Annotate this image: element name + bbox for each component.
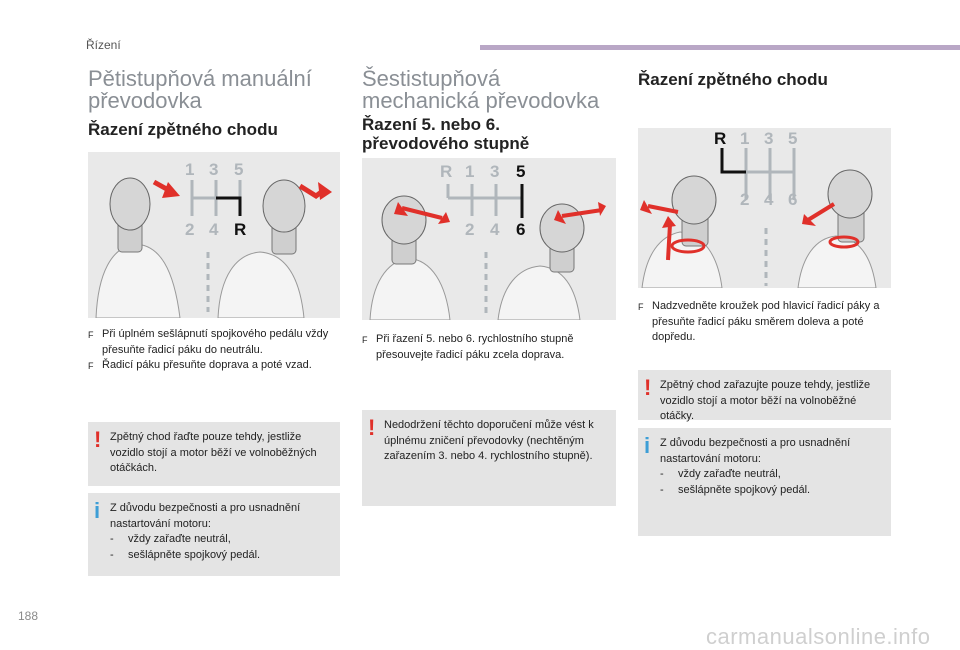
bullet-arrow-icon: F	[88, 361, 94, 371]
gear-label-4: 4	[209, 220, 219, 239]
col1-title-line1: Pětistupňová manuální	[88, 66, 312, 91]
bullet-item: F Při úplném sešlápnutí spojkového pedálu vždy přesuňte řadicí páku do neutrálu.	[88, 327, 340, 358]
gear-label-1: 1	[185, 160, 195, 179]
gear-label-3: 3	[490, 162, 500, 181]
warning-icon: !	[368, 415, 376, 440]
col3-info-intro: Z důvodu bezpečnosti a pro usnadnění nastartování motoru:	[660, 437, 851, 465]
bullet-arrow-icon: F	[362, 335, 368, 345]
col1-subtitle: Řazení zpětného chodu	[88, 120, 278, 139]
gear-label-r: R	[440, 162, 453, 181]
gear-label-5: 5	[516, 162, 526, 181]
gear-label-5: 5	[234, 160, 244, 179]
gear-label-2: 2	[465, 220, 475, 239]
col1-bullets	[88, 327, 340, 375]
col1-warning-note	[88, 422, 340, 486]
section-label: Řízení	[86, 38, 121, 52]
gear-label-r: R	[234, 220, 247, 239]
page-number: 188	[18, 609, 39, 623]
col3-warning-text: Zpětný chod zařazujte pouze tehdy, jestliže vozidlo stojí a motor běží na volnoběžné otáčky.	[660, 379, 871, 422]
info-icon: i	[644, 433, 651, 458]
gear-label-6: 6	[516, 220, 526, 239]
bullet-arrow-icon: F	[638, 302, 644, 312]
col1-info-note	[88, 493, 340, 576]
warning-icon: !	[94, 427, 102, 452]
bullet-arrow-icon: F	[88, 330, 94, 340]
col2-title	[362, 68, 599, 112]
gear-label-1: 1	[740, 129, 750, 148]
header-accent-bar	[480, 45, 960, 50]
col3-info-note	[638, 428, 891, 536]
bullet-item: F Při řazení 5. nebo 6. rychlostního stupně přesouvejte řadicí páku zcela doprava.	[362, 332, 616, 363]
gear-label-4: 4	[764, 190, 774, 209]
col3-bullets	[638, 299, 891, 346]
gear-label-6: 6	[788, 190, 798, 209]
col1-title-line2: převodovka	[88, 88, 202, 113]
col2-illustration	[362, 158, 616, 320]
bullet-item: F Řadicí páku přesuňte doprava a poté vzad.	[88, 358, 340, 375]
info-icon: i	[94, 498, 101, 523]
gear-label-5: 5	[788, 129, 798, 148]
list-item: - sešlápněte spojkový pedál.	[660, 483, 811, 496]
gear-knob-icon	[382, 196, 426, 264]
gear-label-3: 3	[209, 160, 219, 179]
gear-label-1: 1	[465, 162, 475, 181]
col3-illustration	[638, 128, 891, 288]
gear-label-r: R	[714, 129, 727, 148]
col2-warning-note	[362, 410, 616, 506]
col1-warning-text: Zpětný chod řaďte pouze tehdy, jestliže vozidlo stojí a motor běží ve volnoběžných otáčkách.	[110, 431, 317, 474]
col1-info-intro: Z důvodu bezpečnosti a pro usnadnění nastartování motoru:	[110, 502, 301, 530]
gear-label-2: 2	[185, 220, 195, 239]
list-item: - vždy zařaďte neutrál,	[110, 533, 231, 545]
gear-knob-icon	[110, 178, 150, 252]
gear-label-2: 2	[740, 190, 750, 209]
list-item: - sešlápněte spojkový pedál.	[110, 548, 261, 561]
col3-subtitle: Řazení zpětného chodu	[638, 70, 828, 89]
col2-warning-text: Nedodržení těchto doporučení může vést k úplnému zničení převodovky (nechtěným zařazením 3. nebo 4. rychlostního stupně).	[384, 419, 594, 462]
col1-title	[88, 68, 312, 112]
col3-warning-note	[638, 370, 891, 420]
gear-knob-icon	[263, 180, 305, 254]
warning-icon: !	[644, 375, 652, 400]
col2-title-line1: Šestistupňová	[362, 66, 501, 91]
col2-title-line2: mechanická převodovka	[362, 88, 600, 113]
gear-label-3: 3	[764, 129, 774, 148]
watermark: carmanualsonline.info	[706, 624, 931, 649]
gear-label-4: 4	[490, 220, 500, 239]
col2-subtitle: Řazení 5. nebo 6. převodového stupně	[362, 115, 530, 153]
col1-illustration	[88, 152, 340, 318]
bullet-item: F Nadzvedněte kroužek pod hlavicí řadicí páky a přesuňte řadicí páku směrem doleva a poté dopředu.	[638, 299, 891, 346]
col2-bullets	[362, 332, 616, 363]
list-item: - vždy zařaďte neutrál,	[660, 468, 781, 480]
gear-knob-icon	[828, 170, 872, 242]
